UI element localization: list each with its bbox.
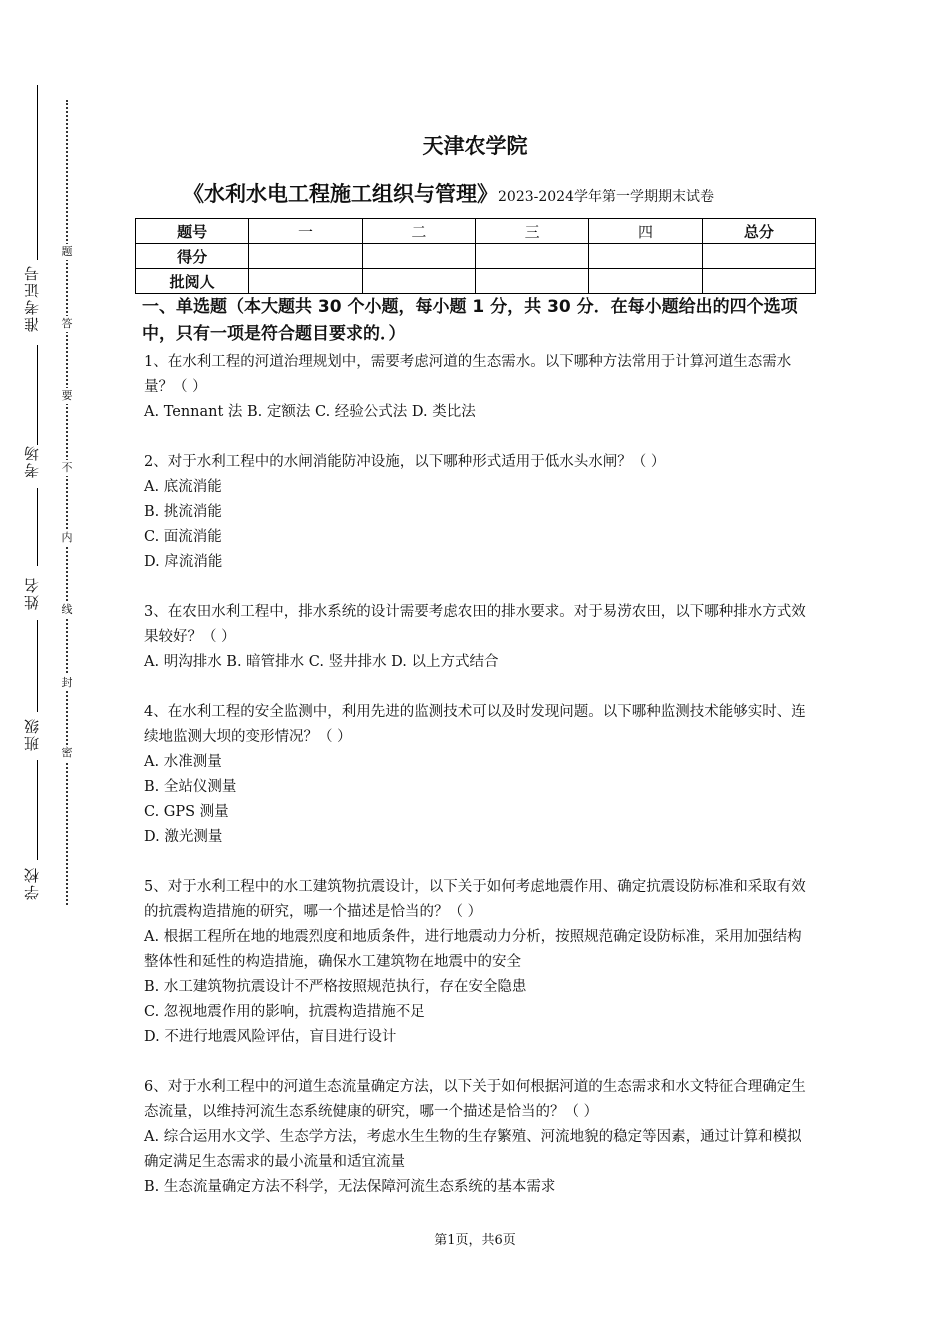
- margin-line: [37, 620, 38, 712]
- score-table: [135, 218, 816, 294]
- seal-char: 密: [59, 745, 75, 761]
- reviewer-row-label: 批阅人: [136, 269, 249, 294]
- score-cell: [362, 244, 475, 269]
- exam-room-label: 考场: [23, 444, 41, 478]
- question-stem: 4、在水利工程的安全监测中，利用先进的监测技术可以及时发现问题。以下哪种监测技术能够实时、连续地监测大坝的变形情况？（ ）: [144, 704, 806, 745]
- option-c: C. 忽视地震作用的影响，抗震构造措施不足: [144, 1004, 425, 1020]
- option-b: B. 全站仪测量: [144, 779, 237, 795]
- school-label: 学校: [23, 866, 41, 900]
- score-table-header-row: [136, 219, 816, 244]
- reviewer-cell: [475, 269, 588, 294]
- score-cell: [475, 244, 588, 269]
- question-stem: 1、在水利工程的河道治理规划中，需要考虑河道的生态需水。以下哪种方法常用于计算河道生态需水量？（ ）: [144, 354, 792, 395]
- question-stem: 5、对于水利工程中的水工建筑物抗震设计，以下关于如何考虑地震作用、确定抗震设防标准和采取有效的抗震构造措施的研究，哪一个描述是恰当的？（ ）: [144, 879, 806, 920]
- score-header-cell: 三: [475, 219, 588, 244]
- seal-char: 要: [59, 388, 75, 404]
- option-b: B. 水工建筑物抗震设计不严格按照规范执行，存在安全隐患: [144, 979, 527, 995]
- seal-char: 答: [59, 316, 75, 332]
- option-d: D. 戽流消能: [144, 554, 223, 570]
- score-header-cell: 一: [249, 219, 362, 244]
- option-b: B. 生态流量确定方法不科学，无法保障河流生态系统的基本需求: [144, 1179, 556, 1195]
- score-row: [136, 244, 816, 269]
- margin-line: [37, 488, 38, 566]
- student-name-label: 姓名: [23, 576, 41, 610]
- seal-char: 不: [59, 460, 75, 476]
- exam-number-label: 准考证号: [23, 264, 41, 332]
- question-options: A. Tennant 法 B. 定额法 C. 经验公式法 D. 类比法: [144, 404, 476, 420]
- question-3: [144, 600, 814, 675]
- seal-dotted-line: [66, 100, 68, 905]
- class-label: 班级: [23, 717, 41, 751]
- exam-title: [183, 178, 714, 208]
- question-2: [144, 450, 814, 575]
- question-options: A. 明沟排水 B. 暗管排水 C. 竖井排水 D. 以上方式结合: [144, 654, 499, 670]
- section-title: 一、单选题（本大题共 30 个小题，每小题 1 分，共 30 分．在每小题给出的四个选项中，只有一项是符合题目要求的．）: [142, 297, 798, 344]
- option-b: B. 挑流消能: [144, 504, 222, 520]
- course-name: 《水利水电工程施工组织与管理》: [183, 182, 498, 206]
- seal-char: 内: [59, 530, 75, 546]
- seal-char: 题: [59, 244, 75, 260]
- option-a: A. 底流消能: [144, 479, 222, 495]
- question-stem: 2、对于水利工程中的水闸消能防冲设施，以下哪种形式适用于低水头水闸？（ ）: [144, 454, 666, 470]
- question-5: [144, 875, 814, 1050]
- margin-line: [37, 345, 38, 445]
- option-c: C. 面流消能: [144, 529, 222, 545]
- reviewer-cell: [249, 269, 362, 294]
- score-header-cell: 题号: [136, 219, 249, 244]
- question-1: [144, 350, 814, 425]
- question-stem: 6、对于水利工程中的河道生态流量确定方法，以下关于如何根据河道的生态需求和水文特征合理确定生态流量，以维持河流生态系统健康的研究，哪一个描述是恰当的？（ ）: [144, 1079, 806, 1120]
- score-row-label: 得分: [136, 244, 249, 269]
- score-header-cell: 四: [589, 219, 702, 244]
- page-footer: 第1页，共6页: [434, 1233, 516, 1248]
- seal-char: 封: [59, 675, 75, 691]
- question-6: [144, 1075, 814, 1200]
- score-cell: [702, 244, 815, 269]
- reviewer-cell: [702, 269, 815, 294]
- reviewer-cell: [589, 269, 702, 294]
- option-a: A. 根据工程所在地的地震烈度和地质条件，进行地震动力分析，按照规范确定设防标准，采用加强结构整体性和延性的构造措施，确保水工建筑物在地震中的安全: [144, 929, 802, 970]
- margin-line: [37, 85, 38, 260]
- term-label: 2023-2024学年第一学期期末试卷: [498, 189, 714, 205]
- option-a: A. 综合运用水文学、生态学方法，考虑水生生物的生存繁殖、河流地貌的稳定等因素，通过计算和模拟确定满足生态需求的最小流量和适宜流量: [144, 1129, 802, 1170]
- seal-char: 线: [59, 602, 75, 618]
- score-header-cell: 二: [362, 219, 475, 244]
- question-stem: 3、在农田水利工程中，排水系统的设计需要考虑农田的排水要求。对于易涝农田，以下哪种排水方式效果较好？（ ）: [144, 604, 806, 645]
- question-4: [144, 700, 814, 850]
- option-c: C. GPS 测量: [144, 804, 229, 820]
- reviewer-cell: [362, 269, 475, 294]
- option-d: D. 激光测量: [144, 829, 223, 845]
- margin-line: [37, 760, 38, 860]
- question-content: [144, 294, 814, 1225]
- option-d: D. 不进行地震风险评估，盲目进行设计: [144, 1029, 397, 1045]
- option-a: A. 水准测量: [144, 754, 222, 770]
- score-header-cell: 总分: [702, 219, 815, 244]
- reviewer-row: [136, 269, 816, 294]
- school-name: 天津农学院: [422, 134, 528, 158]
- score-cell: [249, 244, 362, 269]
- score-cell: [589, 244, 702, 269]
